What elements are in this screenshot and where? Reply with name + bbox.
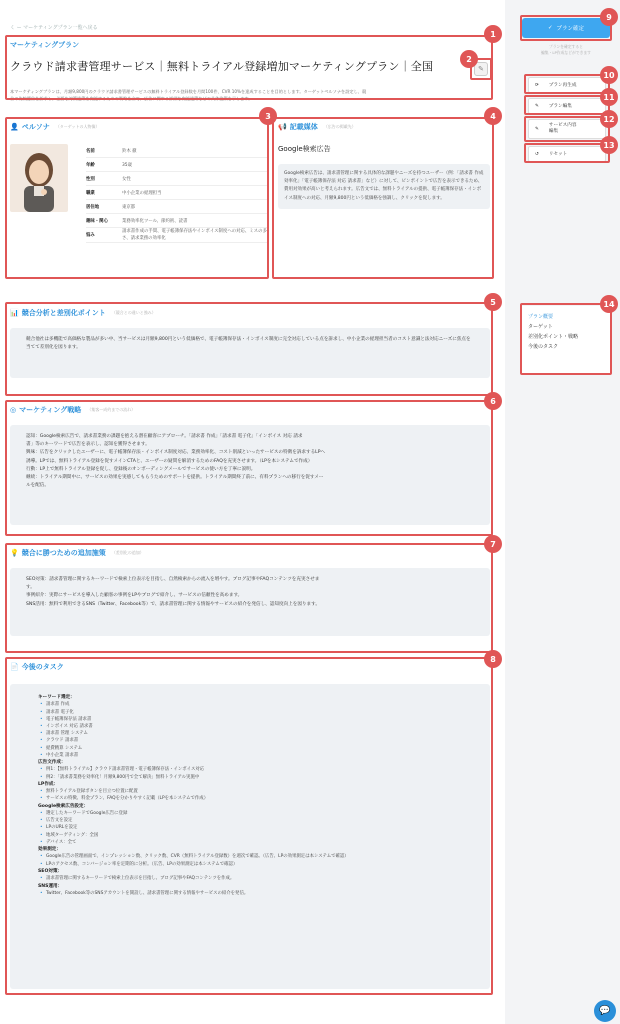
plan-label: マーケティングプラン	[10, 41, 80, 49]
persona-key: 性別	[86, 176, 95, 182]
list-item: • 電子帳簿保存法 請求書	[38, 716, 462, 723]
persona-subtitle: （ターゲットの人物像）	[55, 124, 100, 129]
strategy-title: マーケティング戦略	[19, 406, 82, 414]
media-body: Google検索広告は、請求書管理に関する具体的な課題やニーズを持つユーザー（例：「請求書 作成 効率化」「電子帳簿保存法 対応 請求書」など）に対して、ピンポイントで広告を表示できるため、費用対効果が高いと考えられます。広告文では、無料トライアルの提供、電子帳簿保存法・インボイス制度への対応、月額9,800円という低価格を強調し、クリックを促します。	[278, 164, 490, 209]
task-group-heading: 効果測定：	[38, 847, 61, 853]
task-group-heading: 広告文作成：	[38, 760, 66, 766]
strategy-line: ルを配信。	[26, 483, 49, 489]
strategy-line: 継続：トライアル期間中に、サービスの効果を実感してもらうためのサポートを提供。トライアル期間終了前に、有料プランへの移行を促すメー	[26, 475, 324, 481]
media-title: 記載媒体	[289, 123, 318, 131]
persona-table	[86, 144, 268, 243]
persona-row	[86, 200, 268, 214]
measures-title: 競合に勝つための追加施策	[21, 549, 106, 557]
marker-badge: 12	[600, 110, 618, 128]
list-item: • 中小企業 請求書	[38, 752, 462, 759]
persona-card	[10, 122, 268, 274]
competition-body: 競合他社は多機能で高価格な製品が多い中、当サービスは月額9,800円という低価格で、電子帳簿保存法・インボイス制度に完全対応している点を訴求し、中小企業の経理担当者のコスト意識と法対応ニーズに焦点を当てて差別化を図ります。	[10, 328, 490, 378]
competition-heading	[10, 308, 490, 318]
tasks-title: 今後のタスク	[21, 663, 64, 671]
edit-service-button[interactable]	[528, 119, 606, 139]
list-item: • Twitter、Facebook等のSNSアカウントを開設し、請求書管理に関する情報やサービスの紹介を発信。	[38, 890, 462, 897]
strategy-section	[10, 405, 490, 533]
task-list	[38, 853, 462, 867]
document-icon: 📄	[10, 663, 19, 671]
list-item: • 請求書 電子化	[38, 709, 462, 716]
edit-icon: ✎	[535, 103, 539, 109]
marker-badge: 8	[484, 650, 502, 668]
plan-title: クラウド請求書管理サービス｜無料トライアル登録増加マーケティングプラン｜全国	[10, 60, 434, 73]
persona-row	[86, 186, 268, 200]
list-item: • 請求書 作成	[38, 701, 462, 708]
persona-key: 趣味・関心	[86, 218, 108, 224]
plan-description-1: 本マーケティングプランは、月額9,800円のクラウド請求書管理サービスの無料トライアル登録数を月間100件、CVR 10%を達成することを目的とします。ターゲットペルソナを設定し、競	[10, 89, 367, 94]
regenerate-plan-button[interactable]	[528, 77, 606, 93]
tasks-section	[10, 662, 490, 992]
persona-value: 35歳	[122, 162, 132, 168]
persona-key: 年齢	[86, 162, 95, 168]
persona-row	[86, 172, 268, 186]
person-icon: 👤	[10, 123, 19, 131]
check-icon: ✓	[547, 25, 553, 31]
toc-item-overview[interactable]: プラン概要	[528, 314, 554, 320]
strategy-heading	[10, 405, 490, 415]
reset-icon: ↺	[535, 151, 539, 157]
persona-value: 中小企業の経理担当	[122, 190, 162, 196]
strategy-line: 書」等のキーワードで広告を表示し、認知を獲得させます。	[26, 442, 150, 448]
measures-section	[10, 548, 490, 648]
strategy-line: 興味：広告をクリックしたユーザーに、電子帳簿保存法・インボイス制度対応、業務効率化、コスト削減といったサービスの特徴を訴求するLPへ	[26, 450, 326, 456]
confirm-plan-button[interactable]	[522, 18, 610, 38]
persona-row	[86, 158, 268, 172]
list-item: • 無料トライアル登録ボタンを目立つ位置に配置	[38, 788, 462, 795]
persona-value: 請求書作成の手間、電子帳簿保存法やインボイス制度への対応、ミスの多さ、請求業務の効率化	[122, 229, 267, 241]
competition-subtitle: （競合との違いと強み）	[111, 310, 156, 315]
breadcrumb[interactable]: く ー マーケティングプラン一覧へ戻る	[10, 25, 98, 31]
competition-section	[10, 308, 490, 392]
measures-line: 事例紹介：実際にサービスを導入した顧客の事例をLPやブログで紹介し、サービスの信頼性を高めます。	[26, 593, 243, 599]
competition-title: 競合分析と差別化ポイント	[21, 309, 106, 317]
megaphone-icon: 📢	[278, 123, 287, 131]
persona-row	[86, 214, 268, 228]
media-heading	[278, 122, 490, 132]
list-item: • 選定したキーワードでGoogle広告に登録	[38, 810, 462, 817]
persona-title: ペルソナ	[21, 123, 50, 131]
marker-badge: 6	[484, 392, 502, 410]
marker-badge: 9	[600, 8, 618, 26]
plan-header	[10, 40, 490, 102]
plan-description-2: 合の比較優位を訴求し、必要な対策施策を実施するための戦略を立て、広告に関する詳細な実施施策などの具体施策を示します。	[10, 96, 253, 101]
regenerate-plan-label: プラン再生成	[548, 83, 577, 88]
task-list	[38, 810, 462, 846]
edit-service-label: サービス内容編集	[548, 123, 577, 134]
toc-item-tasks[interactable]: 今後のタスク	[528, 344, 559, 350]
persona-key: 名前	[86, 148, 95, 154]
list-item: • 請求書 管理 システム	[38, 730, 462, 737]
marker-badge: 1	[484, 25, 502, 43]
task-group-heading: SNS運用：	[38, 883, 63, 889]
persona-row	[86, 144, 268, 158]
task-group-heading: LP作成：	[38, 781, 59, 787]
persona-value: 鈴木 徹	[122, 148, 137, 154]
task-list	[38, 701, 462, 759]
persona-key: 悩み	[86, 232, 95, 238]
media-card	[278, 122, 490, 274]
tasks-body	[10, 684, 490, 989]
persona-key: 居住地	[86, 204, 100, 210]
measures-line: す。	[26, 585, 35, 591]
task-group-heading: Google検索広告設定：	[38, 803, 89, 809]
list-item: • 例1：【無料トライアル】クラウド請求書管理・電子帳簿保存法・インボイス対応	[38, 766, 462, 773]
persona-key: 職業	[86, 190, 95, 196]
strategy-line: 行動：LP上で無料トライアル登録を促し、登録後のオンボーディングメールでサービスの使い方を丁寧に説明。	[26, 466, 256, 472]
list-item: • LPのアクセス数、コンバージョン率を定期的に分析。（広告、LPの効果測定は本システムで確認）	[38, 861, 462, 868]
toc-item-strategy[interactable]: 差別化ポイント・戦略	[528, 334, 579, 340]
list-item: • 地域ターゲティング：全国	[38, 832, 462, 839]
task-group-heading: キーワード選定：	[38, 695, 75, 700]
task-list	[38, 788, 462, 802]
measures-line: SNS活用：無料で利用できるSNS（Twitter、Facebook等）で、請求書管理に関する情報やサービスの紹介を発信し、認知度向上を図ります。	[26, 601, 320, 607]
list-item: • サービスの特徴、料金プラン、FAQを分かりやすく記載（LPを本システムで作成）	[38, 795, 462, 802]
confirm-note-line: 編集・LP作成などができます	[541, 50, 591, 55]
list-item: • Google広告の管理画面で、インプレッション数、クリック数、CVR（無料トライアル登録数）を週次で確認。（広告、LPの効果測定は本システムで確認）	[38, 853, 462, 860]
persona-value: 女性	[122, 176, 131, 182]
refresh-icon: ⟳	[535, 82, 539, 88]
edit-icon[interactable]: ✎	[474, 62, 488, 76]
media-subtitle: （広告の掲載先）	[323, 124, 356, 129]
measures-body	[10, 568, 490, 636]
list-item: • 経費精算 システム	[38, 745, 462, 752]
marker-badge: 2	[460, 50, 478, 68]
list-item: • デバイス：全て	[38, 839, 462, 846]
task-list	[38, 766, 462, 780]
confirm-plan-label: プラン確定	[556, 26, 585, 32]
measures-subtitle: （差別化の追加）	[111, 550, 144, 555]
list-item: • 請求書管理に関するキーワードで検索上位表示を目指し、ブログ記事やFAQコンテンツを作成。	[38, 875, 462, 882]
persona-row	[86, 228, 268, 243]
marker-badge: 10	[600, 66, 618, 84]
measures-heading	[10, 548, 490, 558]
marker-badge: 5	[484, 293, 502, 311]
strategy-subtitle: （集客〜成約までの流れ）	[87, 407, 136, 412]
toc-item-target[interactable]: ターゲット	[528, 324, 553, 330]
measures-line: SEO対策：請求書管理に関するキーワードで検索上位表示を目指し、自然検索からの流入を増やす。ブログ記事やFAQコンテンツを充実させま	[26, 577, 320, 582]
persona-value: 東京都	[122, 204, 136, 210]
marker-badge: 11	[600, 88, 618, 106]
marker-badge: 13	[600, 136, 618, 154]
persona-value: 業務効率化ツール、節約術、読書	[122, 218, 188, 224]
reset-label: リセット	[548, 152, 568, 157]
confirm-note	[522, 44, 610, 56]
strategy-line: 認知：Google検索広告で、請求書業務の課題を抱える潜在顧客にアプローチ。「請求書 作成」「請求書 電子化」「インボイス 対応 請求	[26, 434, 303, 439]
strategy-line: 誘導。LPでは、無料トライアル登録を促すメインCTAと、ユーザーの疑問を解消するためのFAQを充実させます。（LPを本システムで作成）	[26, 458, 313, 464]
lightbulb-icon: 💡	[10, 549, 19, 557]
target-icon: ◎	[10, 406, 17, 414]
list-item: • 例2：「請求書業務を効率化！月額9,800円で全て解決」無料トライアル実施中	[38, 774, 462, 781]
avatar	[10, 144, 68, 212]
table-of-contents	[522, 306, 610, 374]
task-group-heading: SEO対策：	[38, 868, 63, 874]
chart-icon: 📊	[10, 309, 19, 317]
list-item: • インボイス 対応 請求書	[38, 723, 462, 730]
marker-badge: 14	[600, 295, 618, 313]
marker-badge: 4	[484, 107, 502, 125]
strategy-body	[10, 425, 490, 525]
task-list	[38, 890, 462, 897]
reset-button[interactable]	[528, 146, 606, 162]
edit-icon: ✎	[535, 126, 539, 132]
task-list	[38, 875, 462, 882]
confirm-note-line: プランを確定すると	[548, 44, 584, 49]
media-name: Google検索広告	[278, 145, 331, 153]
marker-badge: 3	[259, 107, 277, 125]
list-item: • 広告文を設定	[38, 817, 462, 824]
chat-icon[interactable]: 💬	[594, 1000, 616, 1022]
persona-heading	[10, 122, 268, 132]
marker-badge: 7	[484, 535, 502, 553]
list-item: • LPのURLを設定	[38, 824, 462, 831]
tasks-heading	[10, 662, 490, 672]
list-item: • クラウド 請求書	[38, 737, 462, 744]
edit-plan-button[interactable]	[528, 98, 606, 114]
edit-plan-label: プラン編集	[548, 104, 572, 109]
